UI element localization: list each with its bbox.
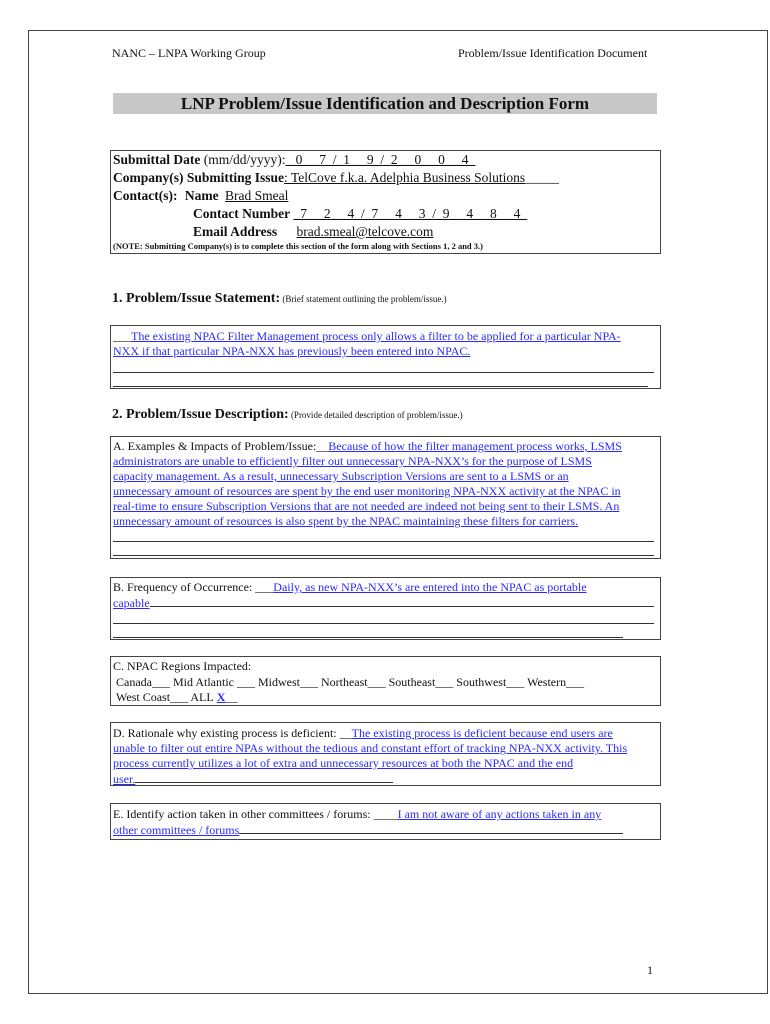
section2d-line-3[interactable]: process currently utilizes a lot of extra and unnecessary resources at both the NPAC and the end bbox=[113, 756, 574, 770]
company-row: Company(s) Submitting Issue: TelCove f.k.a. Adelphia Business Solutions_____ bbox=[113, 170, 559, 185]
form-title: LNP Problem/Issue Identification and Description Form bbox=[113, 93, 657, 114]
name-label: Name bbox=[184, 188, 219, 203]
email-row bbox=[193, 224, 615, 240]
rationale-label: D. Rationale why existing process is deficient: bbox=[113, 726, 337, 740]
submittal-date-row bbox=[113, 152, 475, 168]
header-left: NANC – LNPA Working Group bbox=[112, 46, 266, 60]
examples-impacts-text[interactable]: Because of how the filter management process works, LSMS bbox=[328, 439, 622, 453]
section2d-line-1: D. Rationale why existing process is deficient: __The existing process is deficient because end users are bbox=[113, 726, 613, 740]
submittal-date-label: Submittal Date bbox=[113, 152, 201, 167]
section2d-line-4[interactable]: user. bbox=[113, 771, 393, 787]
section1-blank-line[interactable] bbox=[113, 372, 654, 373]
section1-hint: (Brief statement outlining the problem/issue.) bbox=[280, 294, 447, 304]
regions-row-2: West Coast___ ALL X__ bbox=[116, 690, 238, 704]
section2-hint: (Provide detailed description of problem/issue.) bbox=[288, 410, 463, 420]
contacts-label: Contact(s): bbox=[113, 188, 178, 203]
email-label: Email Address bbox=[193, 224, 278, 239]
submittal-date-field[interactable]: _0_ _7_/_1_ _9_/_2_ _0_ _0_ _4_ bbox=[285, 152, 476, 167]
section2a-line-2[interactable]: administrators are unable to efficiently filter out unnecessary NPA-NXX’s for the purpose of LSMS bbox=[113, 454, 592, 468]
frequency-text[interactable]: Daily, as new NPA-NXX’s are entered into the NPAC as portable bbox=[273, 580, 587, 594]
frequency-label: B. Frequency of Occurrence: bbox=[113, 580, 253, 594]
section2b-line-2[interactable]: capable bbox=[113, 595, 654, 611]
section2-heading bbox=[112, 407, 463, 423]
page-number: 1 bbox=[647, 963, 653, 977]
other-committees-label: E. Identify action taken in other committees / forums: bbox=[113, 807, 371, 821]
contact-name-field[interactable]: Brad Smeal bbox=[224, 188, 289, 203]
section2a-line-5[interactable]: real-time to ensure Subscription Versions that are not needed are indeed not being sent to their LSMS. An bbox=[113, 499, 620, 513]
section2a-line-6[interactable]: unnecessary amount of resources is also spent by the NPAC maintaining these filters for carriers. bbox=[113, 514, 579, 528]
section1-title: 1. Problem/Issue Statement: bbox=[112, 291, 281, 306]
section2e-line-1: E. Identify action taken in other committees / forums: ____I am not aware of any actions taken in any bbox=[113, 807, 602, 821]
email-field[interactable]: brad.smeal@telcove.com bbox=[296, 224, 434, 239]
examples-impacts-label: A. Examples & Impacts of Problem/Issue: bbox=[113, 439, 317, 453]
regions-checklist-2[interactable]: West Coast___ ALL bbox=[116, 690, 214, 704]
section2d-line-2[interactable]: unable to filter out entire NPAs without the tedious and constant effort of tracking NPA-NXX activity. This bbox=[113, 741, 628, 755]
contact-number-label: Contact Number bbox=[193, 206, 291, 221]
section2a-blank-line[interactable] bbox=[113, 541, 654, 542]
contact-number-field[interactable]: _7_ _2_ _4_/_7_ _4_ _3_/_9_ _4_ _8_ _4_ bbox=[293, 206, 528, 221]
company-field[interactable]: : TelCove f.k.a. Adelphia Business Solutions bbox=[284, 170, 526, 185]
region-all-mark[interactable]: X bbox=[216, 690, 226, 704]
section1-line-1[interactable]: ___The existing NPAC Filter Management process only allows a filter to be applied for a particular NPA- bbox=[113, 329, 621, 343]
section2a-line-3[interactable]: capacity management. As a result, unnecessary Subscription Versions are sent to a LSMS or an bbox=[113, 469, 569, 483]
contact-number-row bbox=[193, 206, 527, 222]
section2b-blank-line[interactable] bbox=[113, 623, 654, 624]
date-format-hint: (mm/dd/yyyy): bbox=[200, 152, 286, 167]
regions-checklist[interactable]: Canada___ Mid Atlantic ___ Midwest___ Northeast___ Southeast___ Southwest___ Western___ bbox=[116, 675, 585, 689]
other-committees-text[interactable]: I am not aware of any actions taken in any bbox=[397, 807, 602, 821]
submittal-note: (NOTE: Submitting Company(s) is to complete this section of the form along with Sections 1, 2 and 3.) bbox=[113, 241, 483, 251]
section2b-blank-line[interactable] bbox=[113, 637, 623, 638]
section2-title: 2. Problem/Issue Description: bbox=[112, 407, 289, 422]
header-right: Problem/Issue Identification Document bbox=[458, 46, 648, 60]
regions-label: C. NPAC Regions Impacted: bbox=[113, 659, 252, 673]
rationale-text[interactable]: The existing process is deficient because end users are bbox=[351, 726, 613, 740]
section1-blank-line[interactable] bbox=[113, 386, 648, 387]
section2e-line-2[interactable]: other committees / forums bbox=[113, 822, 623, 838]
section2a-line-4[interactable]: unnecessary amount of resources are spent by the end user monitoring NPA-NXX activity at the NPAC in bbox=[113, 484, 621, 498]
company-label: Company(s) Submitting Issue bbox=[113, 170, 285, 185]
section2a-line-1: A. Examples & Impacts of Problem/Issue:__Because of how the filter management process works, LSMS bbox=[113, 439, 622, 453]
section1-heading bbox=[112, 291, 447, 307]
section1-line-2[interactable]: NXX if that particular NPA-NXX has previously been entered into NPAC. bbox=[113, 344, 471, 358]
section2a-blank-line[interactable] bbox=[113, 555, 654, 556]
section2b-line-1: B. Frequency of Occurrence: ___Daily, as new NPA-NXX’s are entered into the NPAC as portable bbox=[113, 580, 587, 594]
contact-name-row bbox=[113, 188, 555, 204]
